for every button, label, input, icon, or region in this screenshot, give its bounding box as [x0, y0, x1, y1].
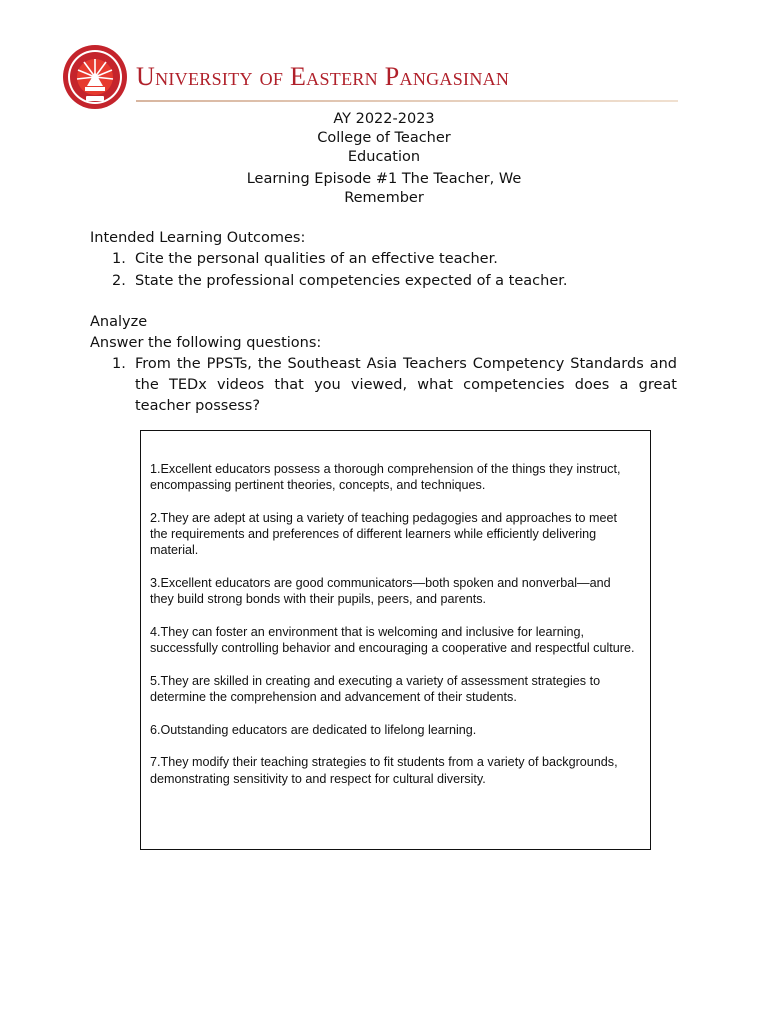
answer-item: 5.They are skilled in creating and executing a variety of assessment strategies to determine the comprehension and advancement of their students.	[150, 673, 601, 705]
answer-item: 6.Outstanding educators are dedicated to lifelong learning.	[150, 722, 477, 737]
outcome-text: State the professional competencies expected of a teacher.	[135, 273, 568, 289]
question-number-label: 1.	[112, 356, 126, 372]
answer-content	[150, 461, 636, 803]
analyze-instruction: Answer the following questions:	[90, 335, 322, 351]
analyze-heading: Analyze	[90, 314, 148, 330]
outcome-number: 2.	[112, 273, 126, 289]
college-name: College of Teacher	[317, 130, 451, 146]
outcomes-heading: Intended Learning Outcomes:	[90, 230, 306, 246]
episode-title: Learning Episode #1 The Teacher, We	[246, 171, 522, 187]
outcome-number: 1.	[112, 251, 126, 267]
university-header	[62, 44, 678, 110]
answer-item: 1.Excellent educators possess a thorough comprehension of the things they instruct, encompassing pertinent theories, concepts, and techniques.	[150, 462, 621, 493]
episode-title-line2: Remember	[344, 190, 424, 206]
answer-item: 7.They modify their teaching strategies to fit students from a variety of backgrounds, demonstrating sensitivity to and respect for cultural diversity.	[150, 755, 618, 786]
answer-item: 4.They can foster an environment that is welcoming and inclusive for learning, successfully controlling behavior and encouraging a cooperative and respectful culture.	[150, 624, 635, 656]
college-name-line2: Education	[347, 149, 421, 165]
outcome-text: Cite the personal qualities of an effective teacher.	[135, 251, 498, 267]
answer-item: 3.Excellent educators are good communicators—both spoken and nonverbal—and they build strong bonds with their pupils, peers, and parents.	[150, 576, 611, 607]
question-text: From the PPSTs, the Southeast Asia Teachers Competency Standards and the TEDx videos that you viewed, what competencies does a great teacher possess?	[135, 356, 677, 414]
academic-year: AY 2022-2023	[333, 111, 435, 127]
answer-item: 2.They are adept at using a variety of teaching pedagogies and approaches to meet the requirements and preferences of different learners while efficiently delivering material.	[150, 510, 617, 558]
answer-box	[140, 430, 651, 850]
university-seal-logo	[62, 44, 128, 110]
college-name-continued	[0, 148, 768, 165]
header-underline	[136, 100, 678, 102]
university-name: University of Eastern Pangasinan	[136, 62, 510, 91]
